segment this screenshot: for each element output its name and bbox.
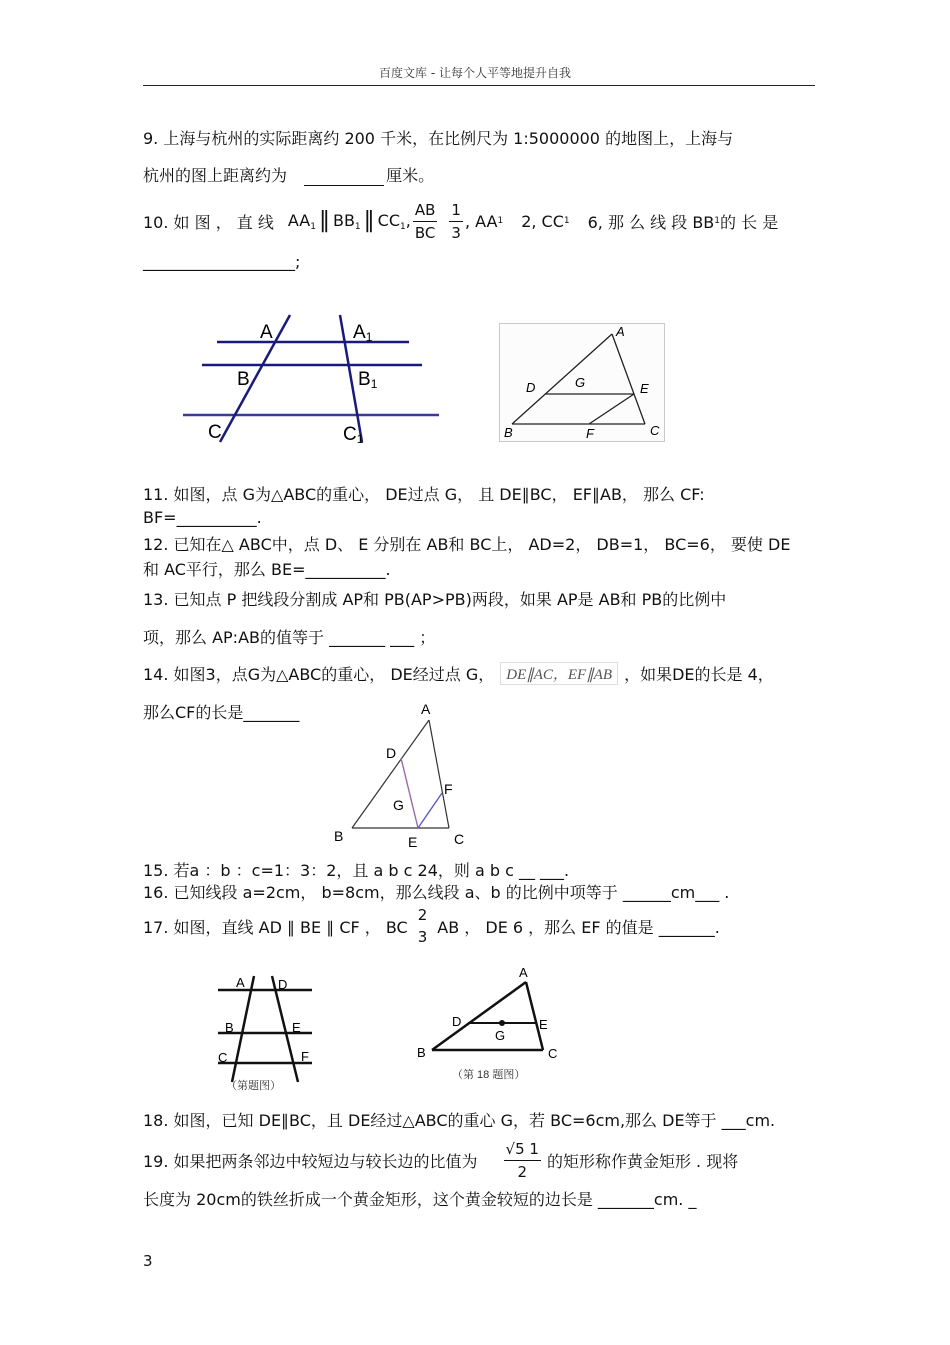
label-f: F	[444, 781, 453, 797]
q9-line1: 9. 上海与杭州的实际距离约 200 千米，在比例尺为 1:5000000 的地图上，上海与	[143, 129, 734, 148]
label-d: D	[386, 745, 397, 761]
q18-line: 18. 如图，已知 DE∥BC，且 DE经过△ABC的重心 G，若 BC=6cm,那么 DE等于 ___cm.	[143, 1111, 776, 1130]
q17-line	[143, 904, 720, 948]
label-c: C	[650, 423, 660, 438]
figure-parallel-lines	[175, 312, 450, 447]
label-a: A	[260, 322, 273, 343]
label-c: C	[454, 831, 465, 847]
label-d: D	[278, 977, 288, 992]
q19-frac-den: 2	[517, 1162, 528, 1181]
side-ab	[512, 334, 612, 424]
figure-q17-lines	[210, 972, 320, 1097]
figure-q14-triangle	[330, 698, 475, 853]
figure-caption: （第 18 题图）	[452, 1069, 526, 1081]
q13-line2: 项，那么 AP:AB的值等于 _______ ___ ；	[143, 628, 436, 647]
label-g: G	[575, 375, 586, 390]
label-g: G	[495, 1028, 506, 1043]
q17-frac-den: 3	[417, 928, 428, 946]
q17-prefix: 17. 如图，直线 AD ∥ BE ∥ CF ， BC	[143, 917, 408, 937]
label-b: B	[237, 369, 250, 390]
parallel-icon: ‖	[318, 208, 330, 233]
q19-fraction	[504, 1138, 541, 1183]
label-e: E	[292, 1020, 301, 1035]
q10-frac2-den: 3	[451, 223, 461, 242]
q12-line1: 12. 已知在△ ABC中，点 D、 E 分别在 AB和 BC上， AD=2， DB=1， BC=6， 要使 DE	[143, 535, 791, 554]
q10-fraction-1-3	[449, 199, 463, 244]
q17-suffix: AB ， DE 6 ，那么 EF 的值是 _______.	[437, 917, 720, 937]
label-b1	[358, 369, 378, 391]
side-ac	[429, 720, 449, 828]
segment-ef	[418, 793, 442, 828]
label-f: F	[301, 1049, 309, 1064]
label-a: A	[519, 965, 528, 980]
parallel-icon: ‖	[363, 208, 375, 233]
label-a: A	[236, 975, 245, 990]
q10-bb1-text: BB	[332, 210, 355, 230]
q19-line2: 长度为 20cm的铁丝折成一个黄金矩形，这个黄金较短的边长是 _______cm. _	[143, 1190, 697, 1209]
side-ab	[352, 720, 429, 828]
q10-fraction-ab-bc	[413, 199, 438, 244]
q10-cc1-sub: 1	[400, 221, 406, 232]
q10-suffix: 的 长 是	[720, 212, 779, 232]
q10-aa1-sub: 1	[310, 221, 316, 232]
label-b: B	[417, 1045, 426, 1060]
label-c: C	[218, 1050, 228, 1065]
label-f: F	[586, 426, 594, 441]
page-number: 3	[143, 1252, 153, 1270]
q19-suffix: 的矩形称作黄金矩形 . 现将	[546, 1151, 739, 1171]
centroid-point	[499, 1020, 505, 1026]
q10-prefix: 10. 如 图 ， 直 线	[143, 212, 274, 232]
q10-aa1-text: AA	[287, 210, 311, 230]
q10-line2: ___________________;	[143, 252, 301, 271]
label-e: E	[408, 834, 418, 850]
q9-unit: 厘米。	[386, 166, 435, 185]
q10-bb1	[333, 211, 361, 232]
label-b1-letter: B	[358, 369, 371, 390]
q10-cc1: $CC_1$,	[377, 210, 411, 232]
q9-line2	[143, 163, 434, 186]
q10-bb1-sub: 1	[354, 221, 361, 232]
label-g: G	[393, 797, 404, 813]
label-d: D	[526, 380, 536, 395]
page-header: 百度文库 - 让每个人平等地提升自我	[379, 66, 571, 80]
label-e: E	[640, 381, 649, 396]
label-b: B	[225, 1020, 234, 1035]
q11-line1: 11. 如图，点 G为△ABC的重心， DE过点 G， 且 DE∥BC， EF∥AB， 那么 CF:	[143, 485, 705, 504]
label-b: B	[334, 828, 344, 844]
label-e: E	[539, 1017, 548, 1032]
label-a1-letter: A	[353, 322, 366, 343]
transversal-left	[220, 315, 290, 442]
label-c1-letter: C	[343, 424, 357, 445]
transversal-left	[232, 976, 254, 1082]
side-ac	[526, 982, 543, 1050]
q9-line2-text: 杭州的图上距离约为	[143, 166, 288, 185]
q10-frac-den: BC	[414, 223, 436, 242]
q16-line: 16. 已知线段 a=2cm， b=8cm，那么线段 a、b 的比例中项等于 ______cm___ .	[143, 883, 730, 902]
q10-cc1-text: CC	[377, 210, 400, 230]
figure-caption: （第题图）	[226, 1080, 281, 1092]
q17-frac-num: 2	[417, 906, 428, 924]
label-c: C	[208, 422, 222, 443]
side-ac	[612, 334, 645, 424]
q10-val2-sub: 1	[714, 216, 721, 226]
label-a: A	[421, 701, 431, 717]
q14-line1	[143, 662, 774, 685]
header-rule	[143, 85, 815, 86]
q10-mid: , AA	[464, 211, 498, 231]
q9-answer-blank	[304, 166, 384, 186]
label-b1-sub: 1	[370, 377, 378, 391]
q10-mid-sub: 1	[497, 216, 504, 226]
label-a1	[353, 322, 373, 344]
q14-text-a: 14. 如图3，点G为△ABC的重心， DE经过点 G，	[143, 665, 495, 684]
q14-formula-image: DE∥AC，EF∥AB	[500, 662, 618, 685]
q10-val2: 6, 那 么 线 段 BB	[587, 212, 715, 232]
q10-val1-sub: 1	[563, 216, 570, 226]
q15-line: 15. 若a ：b ：c=1：3：2，且 a b c 24，则 a b c __ ___.	[143, 861, 570, 880]
q19-frac-num: √5 1	[504, 1138, 541, 1161]
figure-triangle-centroid	[500, 324, 664, 441]
q14-line2: 那么CF的长是_______	[143, 703, 300, 722]
q10-val1: 2, CC	[521, 211, 564, 231]
label-d: D	[452, 1014, 462, 1029]
q12-line2: 和 AC平行，那么 BE=__________.	[143, 560, 391, 579]
figure-q18-triangle	[410, 962, 565, 1087]
segment-de	[401, 758, 418, 828]
q19-prefix: 19. 如果把两条邻边中较短边与较长边的比值为	[143, 1151, 478, 1171]
label-a1-sub: 1	[365, 330, 373, 344]
q19-line1	[143, 1138, 738, 1182]
label-c: C	[548, 1046, 558, 1061]
q10-line1	[143, 198, 778, 244]
q14-text-b: ，如果DE的长是 4，	[624, 665, 774, 684]
q10-frac-num: AB	[413, 199, 438, 222]
q17-fraction	[416, 904, 430, 948]
q11-line2: BF=__________.	[143, 508, 262, 527]
q10-aa1	[288, 211, 316, 232]
figure-triangle-centroid-box	[499, 323, 665, 442]
label-a: A	[616, 324, 625, 339]
q10-frac2-num: 1	[449, 199, 463, 222]
side-ab	[432, 982, 526, 1050]
label-c1-sub: 1	[356, 432, 364, 446]
q13-line1: 13. 已知点 P 把线段分割成 AP和 PB(AP>PB)两段，如果 AP是 AB和 PB的比例中	[143, 590, 727, 609]
segment-ef	[589, 394, 634, 424]
label-b: B	[504, 425, 513, 440]
